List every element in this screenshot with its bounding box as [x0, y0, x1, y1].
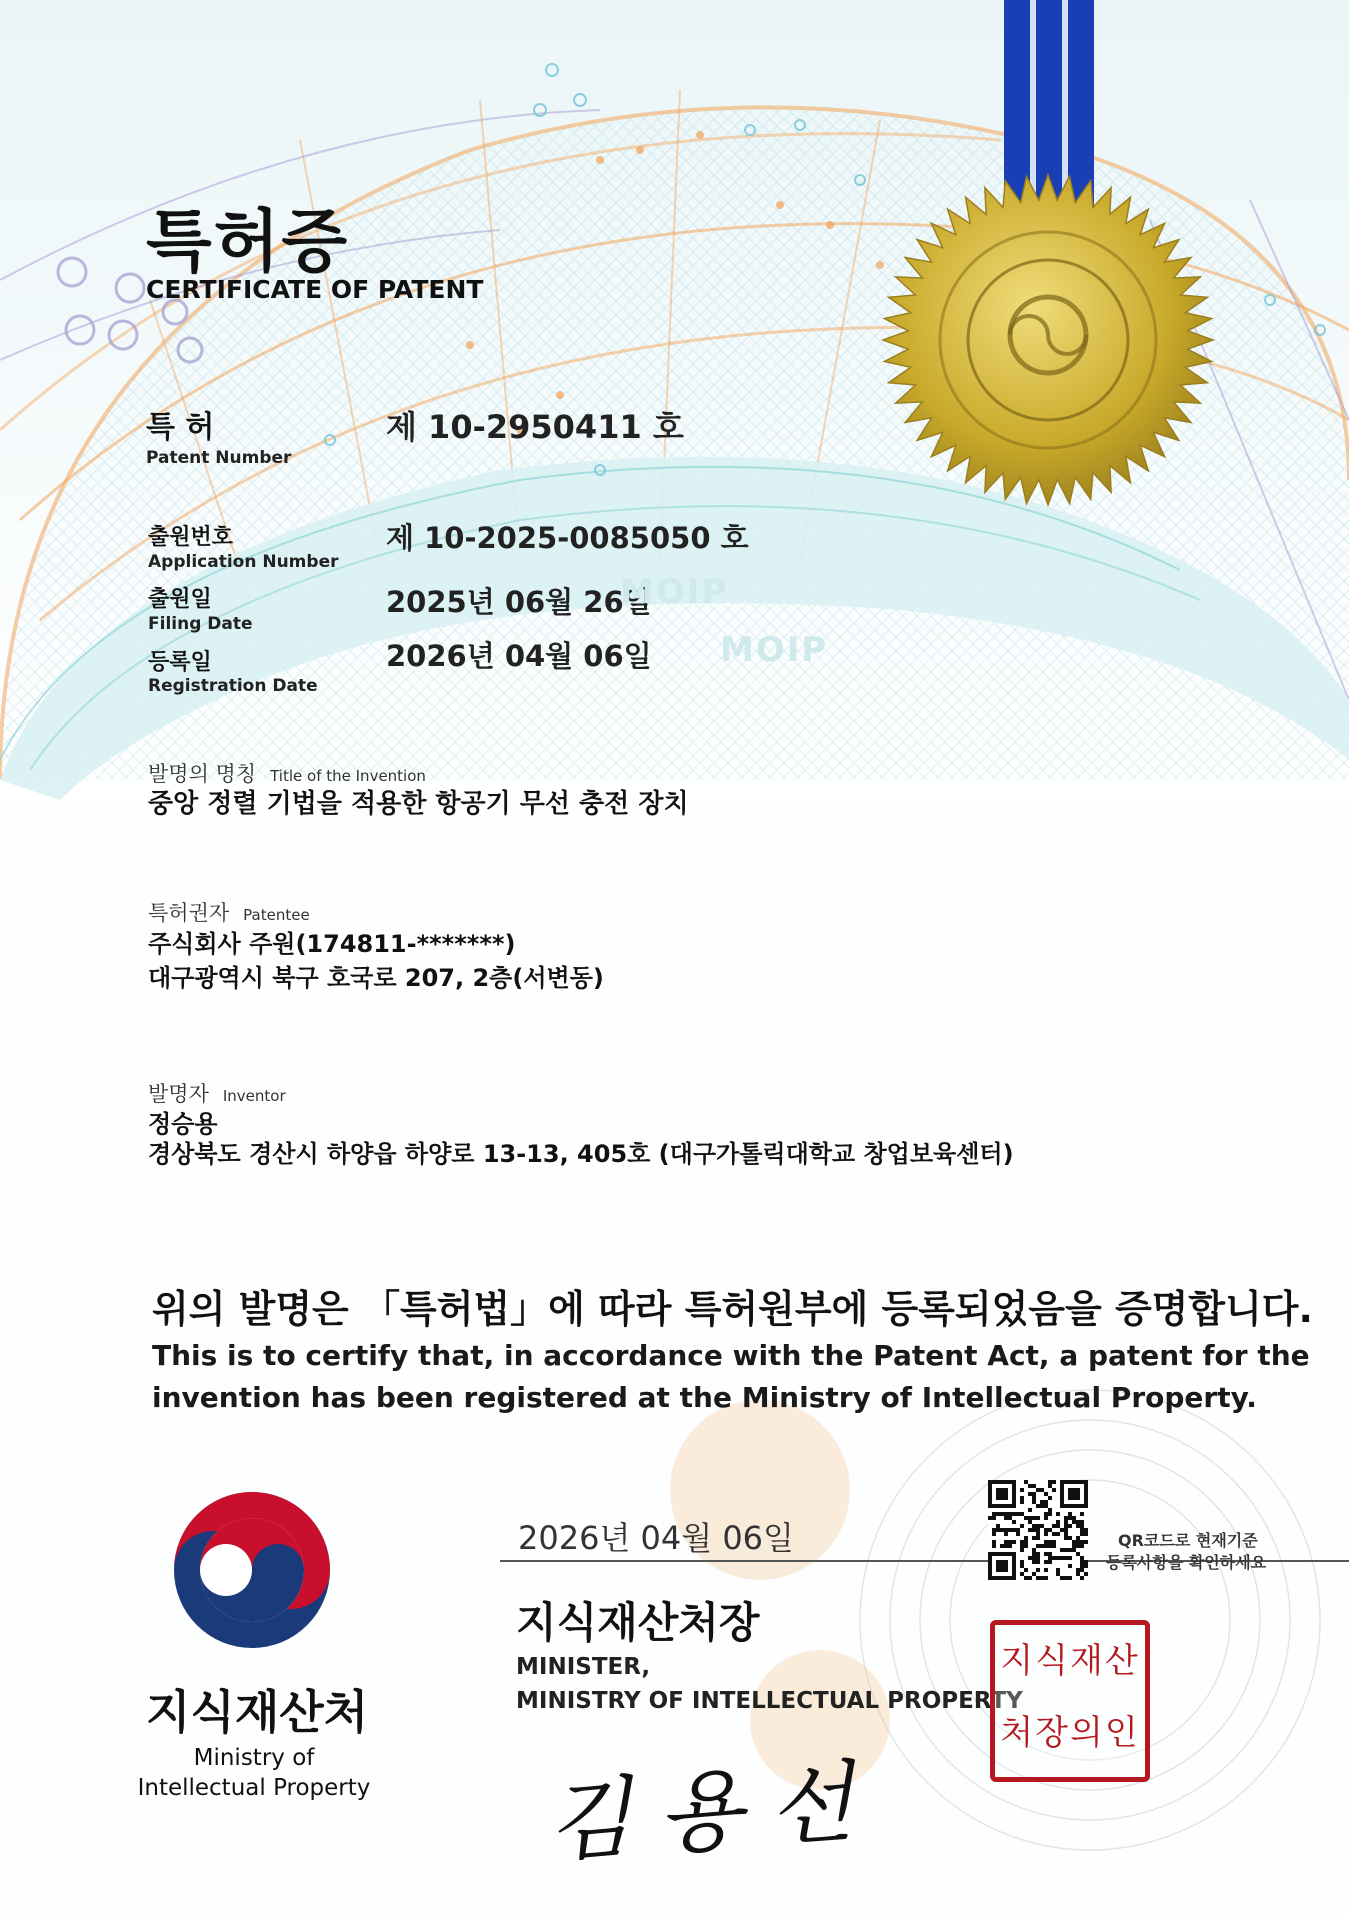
invention-label-ko: 발명의 명칭	[148, 762, 257, 786]
certificate-title-en: CERTIFICATE OF PATENT	[146, 275, 484, 304]
qr-caption-line1: QR코드로 현재기준	[1118, 1531, 1258, 1550]
official-stamp	[990, 1620, 1150, 1782]
watermark-text: MOIP	[720, 630, 829, 670]
certification-en-line2: invention has been registered at the Ministry of Intellectual Property.	[152, 1381, 1257, 1414]
certification-ko: 위의 발명은 「특허법」에 따라 특허원부에 등록되었음을 증명합니다.	[152, 1287, 1313, 1331]
ministry-name-en	[134, 1743, 374, 1803]
application-number-value: 제 10-2025-0085050 호	[386, 521, 749, 555]
filing-date-label-en: Filing Date	[148, 614, 253, 634]
qr-caption-line2: 등록사항을 확인하세요	[1106, 1553, 1267, 1572]
patent-number-label-en: Patent Number	[146, 448, 292, 468]
invention-title: 중앙 정렬 기법을 적용한 항공기 무선 충전 장치	[148, 789, 689, 819]
inventor-address: 경상북도 경산시 하양읍 하양로 13-13, 405호 (대구가톨릭대학교 창업보육센터)	[148, 1140, 1014, 1168]
patentee-label	[148, 897, 310, 927]
filing-date-value: 2025년 06월 26일	[386, 585, 652, 619]
moip-watermark-2	[720, 630, 828, 670]
qr-code-icon[interactable]	[988, 1480, 1088, 1580]
inventor-label-en: Inventor	[222, 1087, 286, 1105]
invention-label	[148, 758, 426, 788]
application-number-label: 출원번호	[148, 525, 234, 550]
inventor-label	[148, 1078, 286, 1108]
ministry-name-en-line1: Ministry of	[193, 1745, 315, 1771]
patent-number-label: 특 허	[146, 410, 215, 445]
minister-title-en	[516, 1650, 1023, 1718]
moip-watermark	[620, 572, 728, 612]
inventor-label-ko: 발명자	[148, 1082, 209, 1106]
patentee-name: 주식회사 주원(174811-*******)	[148, 930, 516, 958]
issue-date: 2026년 04월 06일	[518, 1519, 794, 1557]
stamp-line1: 지식재산	[1000, 1641, 1140, 1681]
registration-date-label: 등록일	[148, 650, 212, 675]
gold-seal-icon	[883, 175, 1213, 505]
registration-date-label-en: Registration Date	[148, 676, 318, 696]
qr-caption	[1106, 1530, 1266, 1574]
minister-title-ko: 지식재산처장	[516, 1598, 760, 1647]
invention-label-en: Title of the Invention	[270, 767, 426, 785]
minister-title-en-line2: MINISTRY OF INTELLECTUAL PROPERTY	[516, 1688, 1023, 1714]
stamp-line2: 처장의인	[1000, 1713, 1140, 1753]
ministry-name-ko: 지식재산처	[146, 1685, 369, 1739]
registration-date-value: 2026년 04월 06일	[386, 639, 652, 673]
patent-number-value: 제 10-2950411 호	[386, 408, 684, 446]
certification-en-line1: This is to certify that, in accordance with the Patent Act, a patent for the	[152, 1339, 1310, 1372]
patentee-label-en: Patentee	[243, 906, 310, 924]
patentee-address: 대구광역시 북구 호국로 207, 2층(서변동)	[148, 964, 604, 992]
ministry-name-en-line2: Intellectual Property	[137, 1775, 371, 1801]
taegeuk-logo-icon	[172, 1490, 332, 1650]
inventor-name: 정승용	[148, 1110, 218, 1138]
application-number-label-en: Application Number	[148, 552, 339, 572]
filing-date-label: 출원일	[148, 587, 212, 612]
certificate-title-ko: 특허증	[146, 203, 350, 282]
patentee-label-ko: 특허권자	[148, 901, 230, 925]
minister-title-en-line1: MINISTER,	[516, 1654, 651, 1680]
handwritten-signature: 김용선	[543, 1748, 883, 1875]
watermark-text: MOIP	[620, 572, 729, 612]
